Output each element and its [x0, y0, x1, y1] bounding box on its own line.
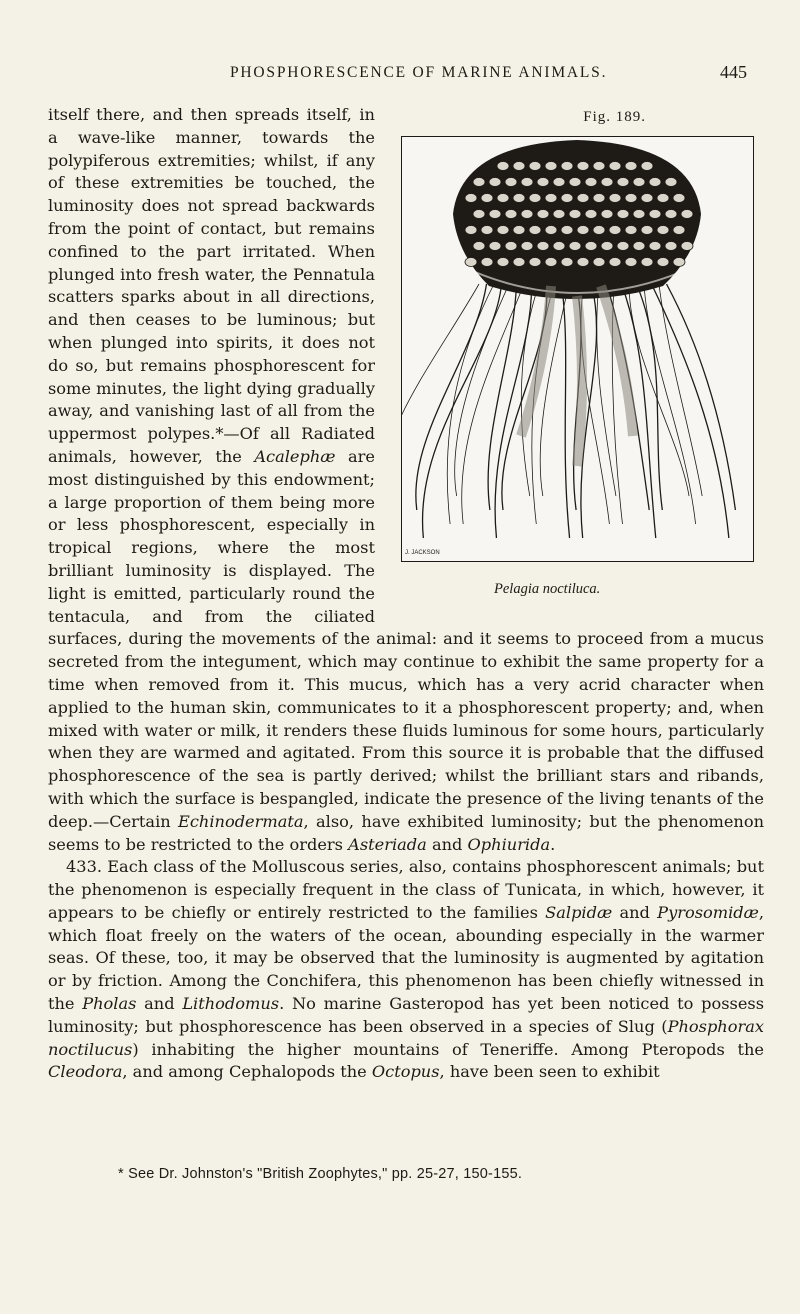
bell-wart: [537, 178, 549, 187]
bell-wart: [577, 258, 589, 267]
text-run: are most distinguished by this endowment; a large proportion of them being more or less phosphorescent, especially in tropical regions, where the most brilliant luminosity is displayed. The light is emitted, particularly round the tentacula, and from the ciliated surfaces, during the movements of the animal: and it seems to proceed from a mucus secreted from the integument, which may continue to exhibit the same property for a time when removed from it. This mucus, which has a very acrid character when applied to the human skin, communicates to it a phosphorescent property; and, when mixed with water or milk, it renders these fluids luminous for some hours, particularly when they are warmed and agitated. From this source it is probable that the diffused phosphorescence of the sea is partly derived; whilst the brilliant stars and ribands, with which the surface is bespangled, indicate the presence of the living tenants of the deep.—Certain: [48, 446, 764, 831]
bell-wart: [465, 226, 477, 235]
bell-wart: [521, 210, 533, 219]
text-run: , and among Cephalopods the: [122, 1062, 372, 1082]
bell-outline: [453, 140, 701, 299]
bell-wart: [673, 258, 685, 267]
text-run: , also, have exhibited luminosity; but the phenomenon seems to be restricted to the orders: [48, 811, 764, 854]
bell-wart: [617, 210, 629, 219]
figure-caption: Pelagia noctiluca.: [494, 581, 601, 597]
text-run: and: [612, 902, 658, 922]
bell-wart: [649, 178, 661, 187]
bell-wart: [609, 162, 621, 171]
bell-wart: [497, 258, 509, 267]
body-text: [48, 104, 764, 1084]
bell-wart: [577, 226, 589, 235]
bell-wart: [497, 194, 509, 203]
bell-wart: [481, 194, 493, 203]
bell-wart: [625, 258, 637, 267]
bell-wart: [561, 258, 573, 267]
bell-wart: [681, 210, 693, 219]
oral-arm: [577, 296, 582, 466]
bell-wart: [593, 258, 605, 267]
bell-wart: [569, 242, 581, 251]
bell-wart: [681, 242, 693, 251]
bell-wart: [569, 178, 581, 187]
bell-wart: [593, 226, 605, 235]
bell-wart: [529, 258, 541, 267]
bell-wart: [673, 226, 685, 235]
bell-wart: [513, 194, 525, 203]
bell-wart: [601, 242, 613, 251]
bell-wart: [505, 178, 517, 187]
bell-wart: [465, 258, 477, 267]
text-run: 433. Each class of the Molluscous series, also, contains phosphorescent animals; but the phenomenon is especially frequent in the class of Tunicata, in which, however, it appears to be chiefly or entirely restricted to the families: [48, 857, 764, 922]
italic-term: Acalephæ: [254, 446, 336, 466]
bell-wart: [505, 210, 517, 219]
bell-wart: [649, 242, 661, 251]
bell-wart: [585, 178, 597, 187]
bell-wart: [545, 162, 557, 171]
bell-wart: [609, 226, 621, 235]
running-head: PHOSPHORESCENCE OF MARINE ANIMALS.: [230, 64, 608, 81]
text-run: . No marine Gasteropod has yet been noticed to possess luminosity; but phosphorescence has been observed in a species of Slug (: [48, 994, 765, 1036]
bell-wart: [489, 242, 501, 251]
bell-wart: [585, 242, 597, 251]
bell-wart: [665, 242, 677, 251]
text-run: and: [426, 834, 468, 854]
text-run: ) inhabiting the higher mountains of Teneriffe. Among Pteropods the: [132, 1039, 764, 1059]
text-run: , have been seen to exhibit: [439, 1062, 660, 1082]
bell-wart: [601, 178, 613, 187]
text-run: .: [550, 834, 556, 854]
bell-wart: [473, 178, 485, 187]
italic-term: Pholas: [82, 994, 137, 1014]
bell-wart: [609, 258, 621, 267]
bell-wart: [641, 258, 653, 267]
bell-wart: [617, 178, 629, 187]
bell-wart: [513, 226, 525, 235]
bell-wart: [577, 162, 589, 171]
bell-wart: [561, 226, 573, 235]
bell-wart: [609, 194, 621, 203]
jellyfish-engraving: [401, 136, 754, 562]
bell-wart: [545, 194, 557, 203]
bell-wart: [585, 210, 597, 219]
bell-wart: [537, 242, 549, 251]
bell-wart: [617, 242, 629, 251]
bell-wart: [657, 226, 669, 235]
italic-term: Pyrosomidæ: [657, 902, 759, 922]
bell-wart: [641, 194, 653, 203]
bell-wart: [665, 210, 677, 219]
bell-wart: [561, 162, 573, 171]
italic-term: Octopus: [371, 1062, 440, 1082]
italic-term: Cleodora: [48, 1062, 123, 1082]
figure-label: Fig. 189.: [583, 109, 646, 125]
text-run: and: [136, 994, 183, 1014]
italic-term: Salpidæ: [545, 902, 613, 922]
bell-wart: [497, 226, 509, 235]
bell-wart: [625, 194, 637, 203]
bell-wart: [481, 226, 493, 235]
bell-wart: [641, 226, 653, 235]
bell-wart: [545, 226, 557, 235]
bell-wart: [577, 194, 589, 203]
bell-wart: [553, 210, 565, 219]
bell-wart: [529, 194, 541, 203]
bell-wart: [673, 194, 685, 203]
bell-wart: [633, 210, 645, 219]
italic-term: Phosphorax noctilucus: [48, 1016, 764, 1059]
bell-wart: [593, 194, 605, 203]
bell-wart: [521, 242, 533, 251]
bell-wart: [657, 258, 669, 267]
page-number: 445: [720, 62, 747, 82]
bell-wart: [601, 210, 613, 219]
bell-wart: [529, 162, 541, 171]
italic-term: Lithodomus: [182, 994, 280, 1014]
bell-wart: [625, 226, 637, 235]
italic-term: Ophiurida: [467, 834, 551, 854]
bell-wart: [473, 210, 485, 219]
bell-wart: [489, 210, 501, 219]
italic-term: Echinodermata: [178, 811, 304, 831]
footnote: * See Dr. Johnston's "British Zoophytes," pp. 25-27, 150-155.: [118, 1166, 523, 1182]
bell-wart: [529, 226, 541, 235]
engraver-mark: J. JACKSON: [405, 550, 440, 556]
bell-wart: [593, 162, 605, 171]
bell-wart: [473, 242, 485, 251]
bell-wart: [553, 178, 565, 187]
text-run: itself there, and then spreads itself, in a wave-like manner, towards the polypiferous extremities; whilst, if any of these extremities be touched, the luminosity does not spread backwards from the point of contact, but remains confined to the part irritated. When plunged into fresh water, the Pennatula scatters sparks about in all directions, and then ceases to be luminous; but when plunged into spirits, it does not do so, but remains phosphorescent for some minutes, the light dying gradually away, and vanishing last of all from the uppermost polypes.*—Of all Radiated animals, however, the: [48, 105, 375, 466]
bell-wart: [537, 210, 549, 219]
bell-wart: [625, 162, 637, 171]
bell-wart: [513, 162, 525, 171]
bell-wart: [545, 258, 557, 267]
bell-wart: [569, 210, 581, 219]
bell-wart: [521, 178, 533, 187]
paragraph-433: [48, 856, 764, 1084]
bell-wart: [561, 194, 573, 203]
bell-wart: [633, 178, 645, 187]
medusa-bell: [453, 140, 701, 299]
bell-wart: [649, 210, 661, 219]
bell-wart: [481, 258, 493, 267]
bell-wart: [665, 178, 677, 187]
italic-term: Asteriada: [348, 834, 427, 854]
bell-wart: [489, 178, 501, 187]
bell-wart: [465, 194, 477, 203]
text-run: , which float freely on the waters of the ocean, abounding especially in the warmer seas. Of these, too, it may be observed that the luminosity is augmented by agitation or by friction. Among the Conchifera, this phenomenon has been chiefly witnessed in the: [48, 902, 765, 1014]
bell-wart: [505, 242, 517, 251]
bell-wart: [641, 162, 653, 171]
bell-wart: [497, 162, 509, 171]
bell-wart: [633, 242, 645, 251]
bell-wart: [553, 242, 565, 251]
bell-wart: [657, 194, 669, 203]
figure-189: [389, 106, 764, 610]
bell-wart: [513, 258, 525, 267]
